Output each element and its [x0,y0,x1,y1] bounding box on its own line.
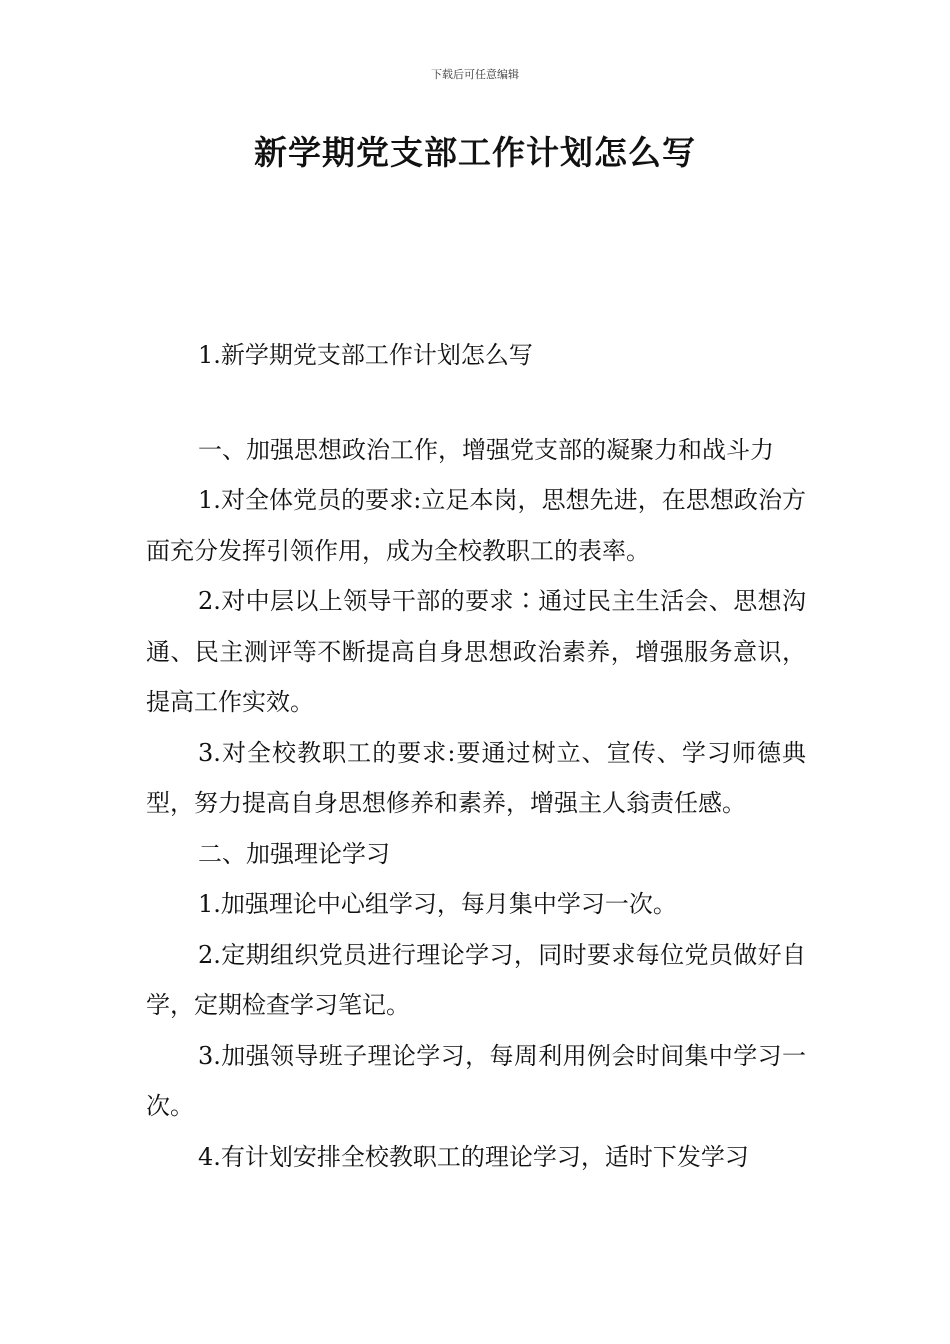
paragraph-section-heading: 一、加强思想政治工作，增强党支部的凝聚力和战斗力 [198,435,774,464]
paragraph: 2.定期组织党员进行理论学习，同时要求每位党员做好自学，定期检查学习笔记。 [146,940,806,1019]
document-body [146,330,806,1182]
paragraph: 2.对中层以上领导干部的要求∶通过民主生活会、思想沟通、民主测评等不断提高自身思想政治素养，增强服务意识，提高工作实效。 [146,587,806,716]
document-title: 新学期党支部工作计划怎么写 [254,133,696,172]
paragraph: 1.加强理论中心组学习，每月集中学习一次。 [198,890,677,918]
paragraph: 3.加强领导班子理论学习，每周利用例会时间集中学习一次。 [146,1041,806,1120]
paragraph-section-heading: 二、加强理论学习 [198,839,390,868]
paragraph: 3.对全校教职工的要求:要通过树立、宣传、学习师德典型，努力提高自身思想修养和素养，增强主人翁责任感。 [146,738,806,817]
paragraph: 4.有计划安排全校教职工的理论学习，适时下发学习 [198,1142,749,1171]
paragraph: 1.对全体党员的要求:立足本岗，思想先进，在思想政治方面充分发挥引领作用，成为全校教职工的表率。 [146,486,806,565]
paragraph-subtitle: 1.新学期党支部工作计划怎么写 [198,341,533,369]
header-note: 下载后可任意编辑 [431,68,519,81]
